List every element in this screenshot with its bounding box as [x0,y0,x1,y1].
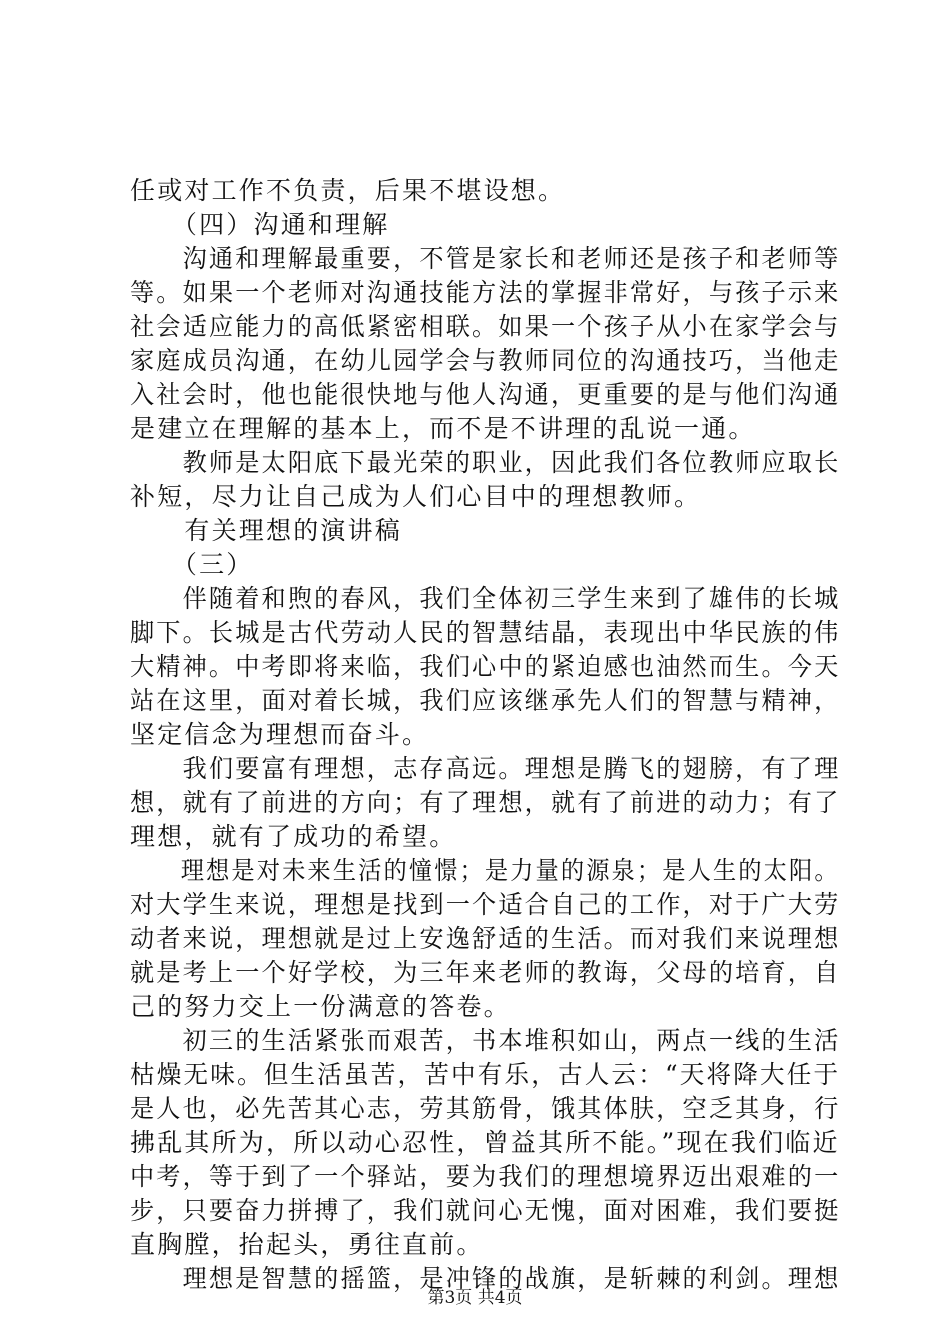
text-line: 想，就有了前进的方向；有了理想，就有了前进的动力；有了 [130,788,841,817]
text-line: 家庭成员沟通，在幼儿园学会与教师同位的沟通技巧，当他走 [130,346,841,375]
text-line: 中考，等于到了一个驿站，要为我们的理想境界迈出艰难的一 [130,1162,841,1191]
text-line: 伴随着和煦的春风，我们全体初三学生来到了雄伟的长城 [130,584,841,613]
text-line: 我们要富有理想，志存高远。理想是腾飞的翅膀，有了理 [130,754,841,783]
text-line: 步，只要奋力拼搏了，我们就问心无愧，面对困难，我们要挺 [130,1196,841,1225]
text-line: 补短，尽力让自己成为人们心目中的理想教师。 [130,482,702,511]
text-line: 入社会时，他也能很快地与他人沟通，更重要的是与他们沟通 [130,380,841,409]
text-line: 理想，就有了成功的希望。 [130,822,457,851]
text-line: 枯燥无味。但生活虽苦，苦中有乐，古人云：“天将降大任于 [130,1060,841,1089]
text-line: 己的努力交上一份满意的答卷。 [130,992,511,1021]
text-line: 拂乱其所为，所以动心忍性，曾益其所不能。”现在我们临近 [130,1128,840,1157]
text-line: 坚定信念为理想而奋斗。 [130,720,430,749]
text-line: 直胸膛，抬起头，勇往直前。 [130,1230,484,1259]
page-footer: 第3页 共4页 [427,1288,523,1308]
text-line: （三） [130,550,254,579]
text-line: 就是考上一个好学校，为三年来老师的教诲，父母的培育，自 [130,958,841,987]
text-line: 有关理想的演讲稿 [130,516,403,545]
text-line: 是建立在理解的基本上，而不是不讲理的乱说一通。 [130,414,756,443]
text-line: 站在这里，面对着长城，我们应该继承先人们的智慧与精神， [130,686,841,715]
text-line: 理想是对未来生活的憧憬；是力量的源泉；是人生的太阳。 [130,856,840,885]
text-line: 脚下。长城是古代劳动人民的智慧结晶，表现出中华民族的伟 [130,618,841,647]
text-line: 任或对工作不负责，后果不堪设想。 [130,176,566,205]
text-line: 教师是太阳底下最光荣的职业，因此我们各位教师应取长 [130,448,841,477]
text-line: 初三的生活紧张而艰苦，书本堆积如山，两点一线的生活 [130,1026,841,1055]
text-line: 大精神。中考即将来临，我们心中的紧迫感也油然而生。今天 [130,652,841,681]
text-line: 等。如果一个老师对沟通技能方法的掌握非常好，与孩子示来 [130,278,841,307]
text-line: 社会适应能力的高低紧密相联。如果一个孩子从小在家学会与 [130,312,841,341]
text-line: 对大学生来说，理想是找到一个适合自己的工作，对于广大劳 [130,890,841,919]
text-line: 理想是智慧的摇篮，是冲锋的战旗，是斩棘的利剑。理想 [130,1264,841,1293]
text-line: 动者来说，理想就是过上安逸舒适的生活。而对我们来说理想 [130,924,841,953]
text-line: （四）沟通和理解 [130,210,390,239]
text-line: 是人也，必先苦其心志，劳其筋骨，饿其体肤，空乏其身，行 [130,1094,841,1123]
text-line: 沟通和理解最重要，不管是家长和老师还是孩子和老师等 [130,244,841,273]
